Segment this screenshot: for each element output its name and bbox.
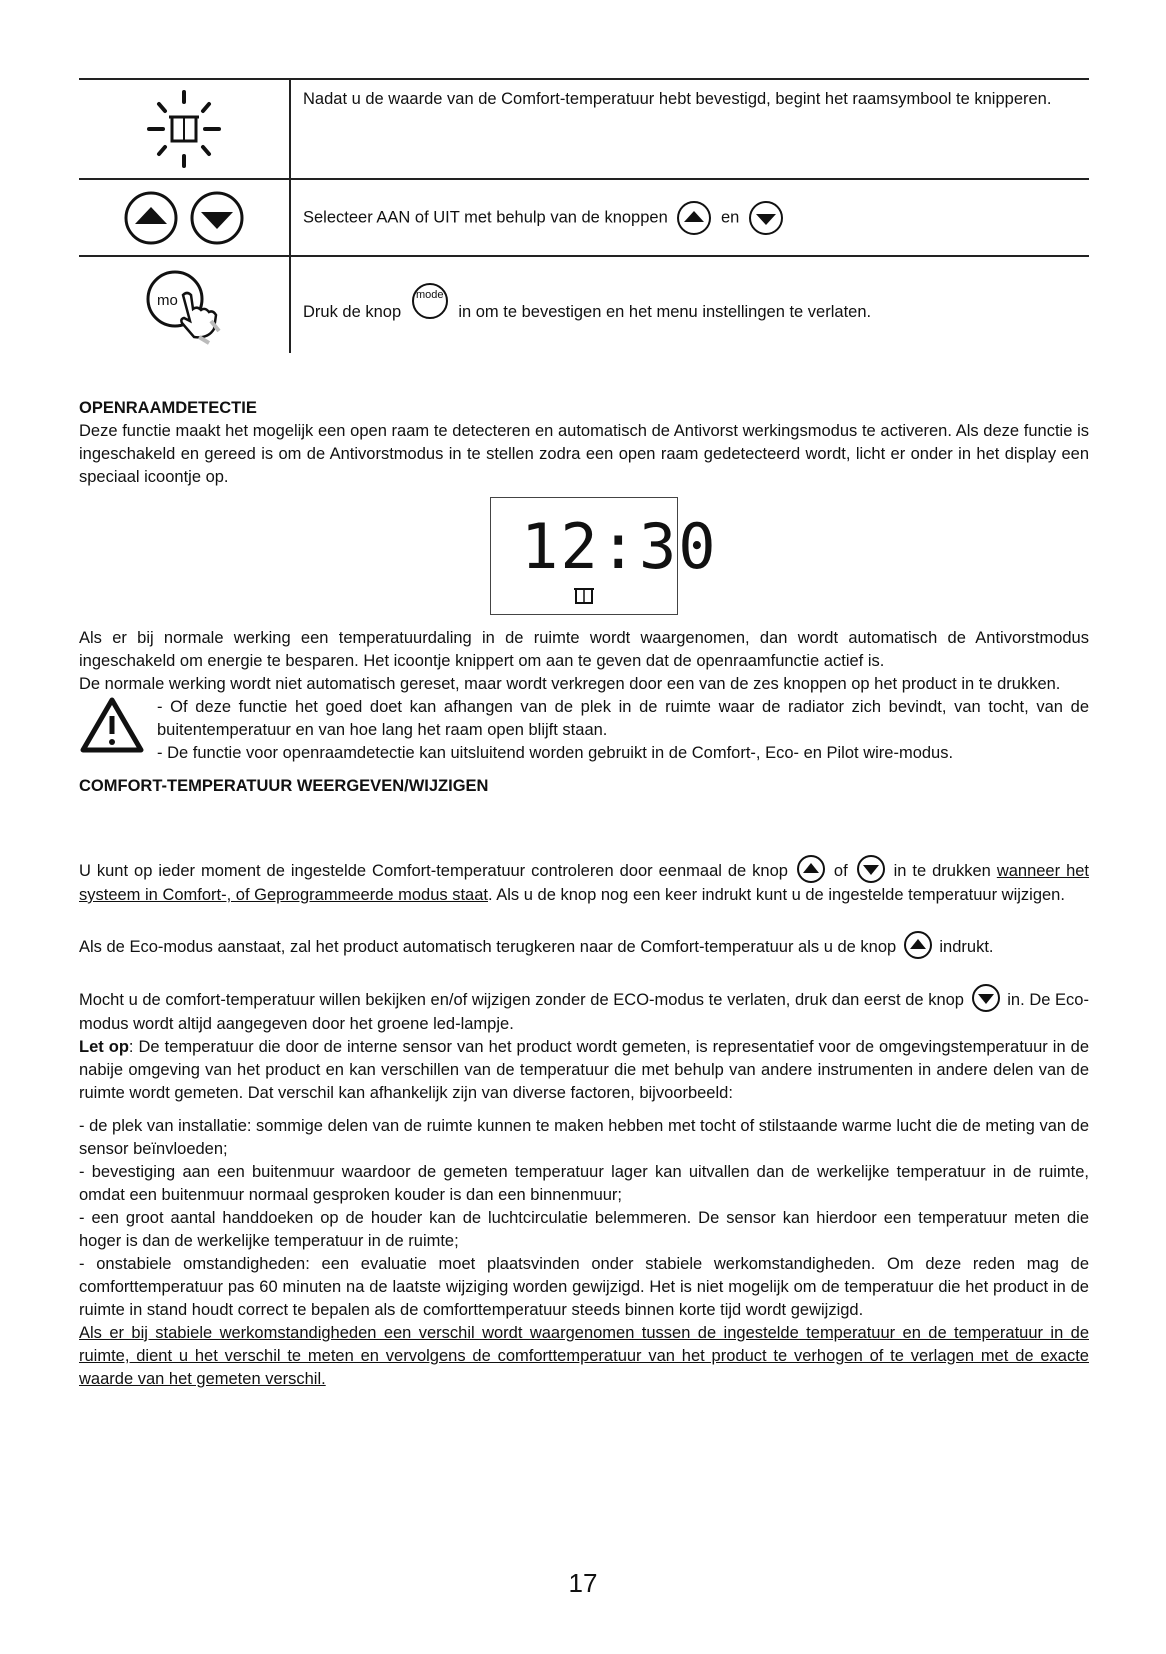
- window-icon: [573, 586, 595, 604]
- paragraph: Als er bij normale werking een temperatuurdaling in de ruimte wordt waargenomen, dan wordt automatisch de Antivorstmodus ingeschakeld om energie te besparen. Het icoontje knippert om aan te geven dat de openraamfunctie actief is.: [79, 629, 1089, 670]
- step-row-2: [79, 180, 1089, 257]
- step-3-text: [303, 281, 871, 324]
- lcd-display: [490, 497, 718, 615]
- page-number: 17: [568, 1568, 598, 1598]
- paragraph: De normale werking wordt niet automatisch gereset, maar wordt verkregen door een van de zes knoppen op het product in te drukken.: [79, 675, 1061, 693]
- text-run: Als de Eco-modus aanstaat, zal het product automatisch terugkeren naar de Comfort-temperatuur als u de knop: [79, 938, 897, 956]
- note-text: : De temperatuur die door de interne sensor van het product wordt gemeten, is representatief voor de omgevingstemperatuur in de nabije omgeving van het product en kan verschillen van de temperatuur die met behulp van andere instrumenten in andere delen van de ruimte wordt gemeten. Dat verschil kan afhankelijk zijn van diverse factoren, bijvoorbeeld:: [79, 1038, 1089, 1102]
- step-text-cell: [291, 80, 1089, 178]
- note-label: Let op: [79, 1038, 129, 1056]
- text-run: . Als u de knop nog een keer indrukt kunt u de ingestelde temperatuur wijzigen.: [488, 886, 1065, 904]
- section-title: OPENRAAMDETECTIE: [79, 399, 257, 417]
- warning-icon-wrap: [79, 696, 157, 765]
- step-text-cell: [291, 257, 1089, 353]
- down-button-icon: [971, 983, 1001, 1013]
- down-button-icon: [189, 190, 245, 246]
- down-button-icon: [856, 854, 886, 884]
- mode-label: mode: [415, 289, 444, 301]
- mode-button-icon: [410, 281, 450, 321]
- up-button-icon: [123, 190, 179, 246]
- step-2-text: [303, 200, 788, 236]
- step-row-3: [79, 257, 1089, 353]
- page-content: [79, 78, 1089, 1391]
- step-text-cell: [291, 180, 1089, 255]
- underlined-text: wanneer het systeem in Comfort-, of Geprogrammeerde modus staat: [79, 862, 1090, 904]
- step-2-text-a: Selecteer AAN of UIT met behulp van de knoppen: [303, 207, 668, 226]
- blinking-window-icon: [139, 86, 229, 172]
- paragraph: [79, 930, 1089, 960]
- bullet-item: - een groot aantal handdoeken op de houder kan de luchtcirculatie belemmeren. De sensor kan hierdoor een temperatuur meten die hoger is dan de werkelijke temperatuur in de ruimte;: [79, 1209, 1089, 1250]
- svg-text:mo: mo: [157, 292, 178, 309]
- step-1-text: Nadat u de waarde van de Comfort-temperatuur hebt bevestigd, begint het raamsymbool te knipperen.: [303, 90, 1052, 108]
- up-button-icon: [796, 854, 826, 884]
- text-run: U kunt op ieder moment de ingestelde Comfort-temperatuur controleren door eenmaal de knop: [79, 862, 788, 880]
- up-button-icon: [903, 930, 933, 960]
- text-run: Mocht u de comfort-temperatuur willen bekijken en/of wijzigen zonder de ECO-modus te verlaten, druk dan eerst de knop: [79, 991, 964, 1009]
- bullet-item: - de plek van installatie: sommige delen van de ruimte kunnen te maken hebben met tocht of stilstaande warme lucht die de meting van de sensor beïnvloeden;: [79, 1117, 1089, 1158]
- up-button-icon: [676, 200, 712, 236]
- final-paragraph: [79, 1322, 1089, 1391]
- bullet-item: - bevestiging aan een buitenmuur waardoor de gemeten temperatuur lager kan uitvallen dan de werkelijke temperatuur in de ruimte, omdat een buitenmuur normaal gesproken kouder is dan een binnenmuur;: [79, 1163, 1089, 1204]
- lcd-time: 12:30: [521, 510, 718, 583]
- warning-line: - Of deze functie het goed doet kan afhangen van de plek in de ruimte waar de radiator zich bevindt, van tocht, van de buitentemperatuur en van hoe lang het raam open blijft staan.: [157, 698, 1089, 739]
- section-comfort-temperature: [79, 775, 1089, 1391]
- bullet-item: - onstabiele omstandigheden: een evaluatie moet plaatsvinden onder stabiele werkomstandigheden. Om deze reden mag de comforttemperatuur pas 60 minuten na de laatste wijziging worden gewijzigd. Het is niet mogelijk om de temperatuur die het product in de ruimte in stand houdt correct te bepalen als de comforttemperatuur steeds binnen korte tijd wordt gewijzigd.: [79, 1255, 1089, 1319]
- mode-button-press-icon: [139, 265, 229, 345]
- paragraph: [79, 983, 1089, 1036]
- note-paragraph: [79, 1036, 1089, 1105]
- step-row-1: [79, 80, 1089, 180]
- warning-triangle-icon: [79, 696, 145, 754]
- underlined-text: Als er bij stabiele werkomstandigheden een verschil wordt waargenomen tussen de ingestelde temperatuur en de temperatuur in de ruimte, dient u het verschil te meten en vervolgens de comforttemperatuur van het product te verhogen of te verlagen met de exacte waarde van het gemeten verschil.: [79, 1324, 1089, 1388]
- section-open-window: [79, 397, 1089, 765]
- step-icon-cell: [79, 180, 291, 255]
- text-run: in te drukken: [893, 862, 991, 880]
- warning-line: - De functie voor openraamdetectie kan uitsluitend worden gebruikt in de Comfort-, Eco- en Pilot wire-modus.: [157, 744, 954, 762]
- step-3-text-b: in om te bevestigen en het menu instellingen te verlaten.: [458, 303, 872, 321]
- step-icon-cell: [79, 80, 291, 178]
- steps-table: [79, 78, 1089, 353]
- step-3-text-a: Druk de knop: [303, 303, 402, 321]
- down-button-icon: [748, 200, 784, 236]
- paragraph: Deze functie maakt het mogelijk een open raam te detecteren en automatisch de Antivorst werkingsmodus te activeren. Als deze functie is ingeschakeld en gereed is om de Antivorstmodus in te stellen zodra een open raam gedetecteerd wordt, licht er onder in het display een speciaal icoontje op.: [79, 422, 1089, 486]
- warning-block: [79, 696, 1089, 765]
- step-2-text-b: en: [720, 207, 740, 226]
- warning-text: [157, 696, 1089, 765]
- paragraph: [79, 854, 1089, 907]
- section-title: COMFORT-TEMPERATUUR WEERGEVEN/WIJZIGEN: [79, 777, 489, 795]
- display-illustration: [79, 497, 1089, 615]
- text-run: indrukt.: [939, 938, 994, 956]
- text-run: in. De Eco-modus wordt altijd aangegeven door het groene led-lampje.: [79, 991, 1089, 1033]
- text-run: of: [833, 862, 848, 880]
- step-icon-cell: [79, 257, 291, 353]
